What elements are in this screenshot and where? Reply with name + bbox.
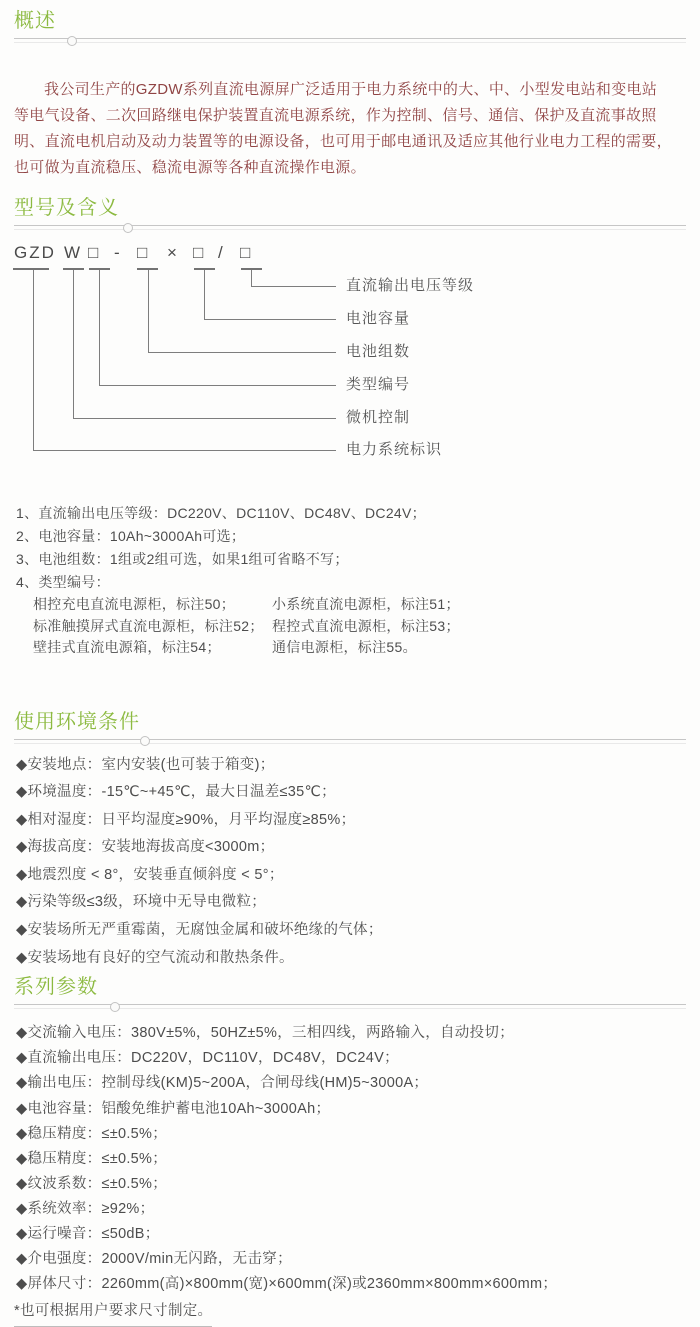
table-cell: 小系统直流电源柜，标注51； [272,596,460,612]
connector-line [73,270,74,418]
footnote-text: *也可根据用户要求尺寸制定。 [14,1299,212,1327]
connector-line [204,319,336,320]
divider-knob [123,223,133,233]
table-cell: 程控式直流电源柜，标注53； [272,617,460,634]
list-item: ◆直流输出电压：DC220V，DC110V，DC48V，DC24V； [16,1050,399,1067]
branch-label-output-voltage: 直流输出电压等级 [346,277,475,294]
model-part-w: W [64,243,81,262]
connector-line [148,352,336,353]
model-part-dash: - [114,243,120,262]
section-divider [14,739,686,744]
section-title-environment: 使用环境条件 [14,710,140,733]
divider-knob [67,36,77,46]
section-divider [14,225,686,230]
connector-line [251,286,336,287]
note-item: 1、直流输出电压等级：DC220V、DC110V、DC48V、DC24V； [16,505,426,521]
overview-paragraph [14,77,686,181]
size-customization-footnote [14,1299,686,1327]
table-cell: 相控充电直流电源柜，标注50； [33,596,236,612]
model-part-slash: / [218,243,223,262]
section-divider [14,38,686,43]
overview-paragraph-line: 也可做为直流稳压、稳流电源等各种直流操作电源。 [14,159,366,176]
model-notes-list [16,502,686,659]
list-item: ◆输出电压：控制母线(KM)5~200A，合闸母线(HM)5~3000A； [16,1075,429,1092]
list-item: ◆稳压精度：≤±0.5%； [16,1125,168,1142]
list-item: ◆稳压精度：≤±0.5%； [16,1150,168,1167]
type-number-table [33,594,686,659]
branch-label-battery-capacity: 电池容量 [346,310,411,327]
divider-knob [110,1002,120,1012]
list-item: ◆电池容量：铝酸免维护蓄电池10Ah~3000Ah； [16,1100,331,1117]
model-part-gzd: GZD [14,243,56,262]
model-part-box3: □ [193,243,204,262]
connector-line [33,270,34,450]
connector-line [251,270,252,286]
table-row [33,594,686,616]
branch-label-type-number: 类型编号 [346,376,411,393]
table-row [33,637,686,659]
model-part-times: × [167,243,177,262]
list-item: ◆安装场地有良好的空气流动和散热条件。 [16,949,294,966]
table-cell: 标准触摸屏式直流电源柜，标注52； [33,617,264,634]
branch-label-power-system-id: 电力系统标识 [346,441,443,458]
environment-list [16,752,686,973]
divider-knob [140,736,150,746]
connector-line [148,270,149,352]
note-item: 2、电池容量：10Ah~3000Ah可选； [16,528,246,544]
model-part-box2: □ [137,243,148,262]
overview-paragraph-line: 我公司生产的GZDW系列直流电源屏广泛适用于电力系统中的大、中、小型发电站和变电站 [44,81,658,98]
note-item: 4、类型编号： [16,574,110,590]
model-code-diagram [0,242,700,462]
parameters-list [16,1021,686,1297]
overview-paragraph-line: 明、直流电机启动及动力装置等的电源设备，也可用于邮电通讯及适应其他行业电力工程的需要， [14,133,672,150]
list-item: ◆安装场所无严重霉菌，无腐蚀金属和破坏绝缘的气体； [16,922,383,939]
table-cell: 壁挂式直流电源箱，标注54； [33,639,221,655]
table-row [33,616,686,638]
list-item: ◆系统效率：≥92%； [16,1200,155,1217]
list-item: ◆运行噪音：≤50dB； [16,1226,160,1242]
diagram-bar [13,268,49,270]
section-title-model: 型号及含义 [14,197,119,219]
list-item: ◆介电强度：2000V/min无闪路，无击穿； [16,1251,292,1268]
connector-line [73,418,336,419]
branch-label-micro-control: 微机控制 [346,409,411,426]
branch-label-battery-groups: 电池组数 [346,343,411,360]
list-item: ◆海拔高度：安装地海拔高度<3000m； [16,839,275,856]
list-item: ◆屏体尺寸：2260mm(高)×800mm(宽)×600mm(深)或2360mm×800mm×600mm； [16,1276,558,1293]
section-divider [14,1004,686,1009]
connector-line [33,450,336,451]
section-title-parameters: 系列参数 [14,976,98,999]
list-item: ◆污染等级≤3级，环境中无导电微粒； [16,894,267,911]
table-cell: 通信电源柜，标注55。 [272,639,417,655]
list-item: ◆纹波系数：≤±0.5%； [16,1175,168,1192]
list-item: ◆相对湿度：日平均湿度≥90%，月平均湿度≥85%； [16,811,356,828]
model-part-box1: □ [88,243,99,262]
list-item: ◆安装地点：室内安装(也可装于箱变)； [16,756,275,773]
connector-line [99,385,336,386]
note-item: 3、电池组数：1组或2组可选，如果1组可省略不写； [16,551,349,567]
list-item: ◆地震烈度 < 8°，安装垂直倾斜度 < 5°； [16,866,284,883]
list-item: ◆交流输入电压：380V±5%，50HZ±5%，三相四线，两路输入，自动投切； [16,1025,514,1042]
model-part-box4: □ [240,243,251,262]
list-item: ◆环境温度：-15℃~+45℃，最大日温差≤35℃； [16,784,336,801]
overview-paragraph-line: 等电气设备、二次回路继电保护装置直流电源系统，作为控制、信号、通信、保护及直流事故照 [14,107,657,124]
connector-line [99,270,100,385]
connector-line [204,270,205,319]
section-title-overview: 概述 [14,10,56,32]
